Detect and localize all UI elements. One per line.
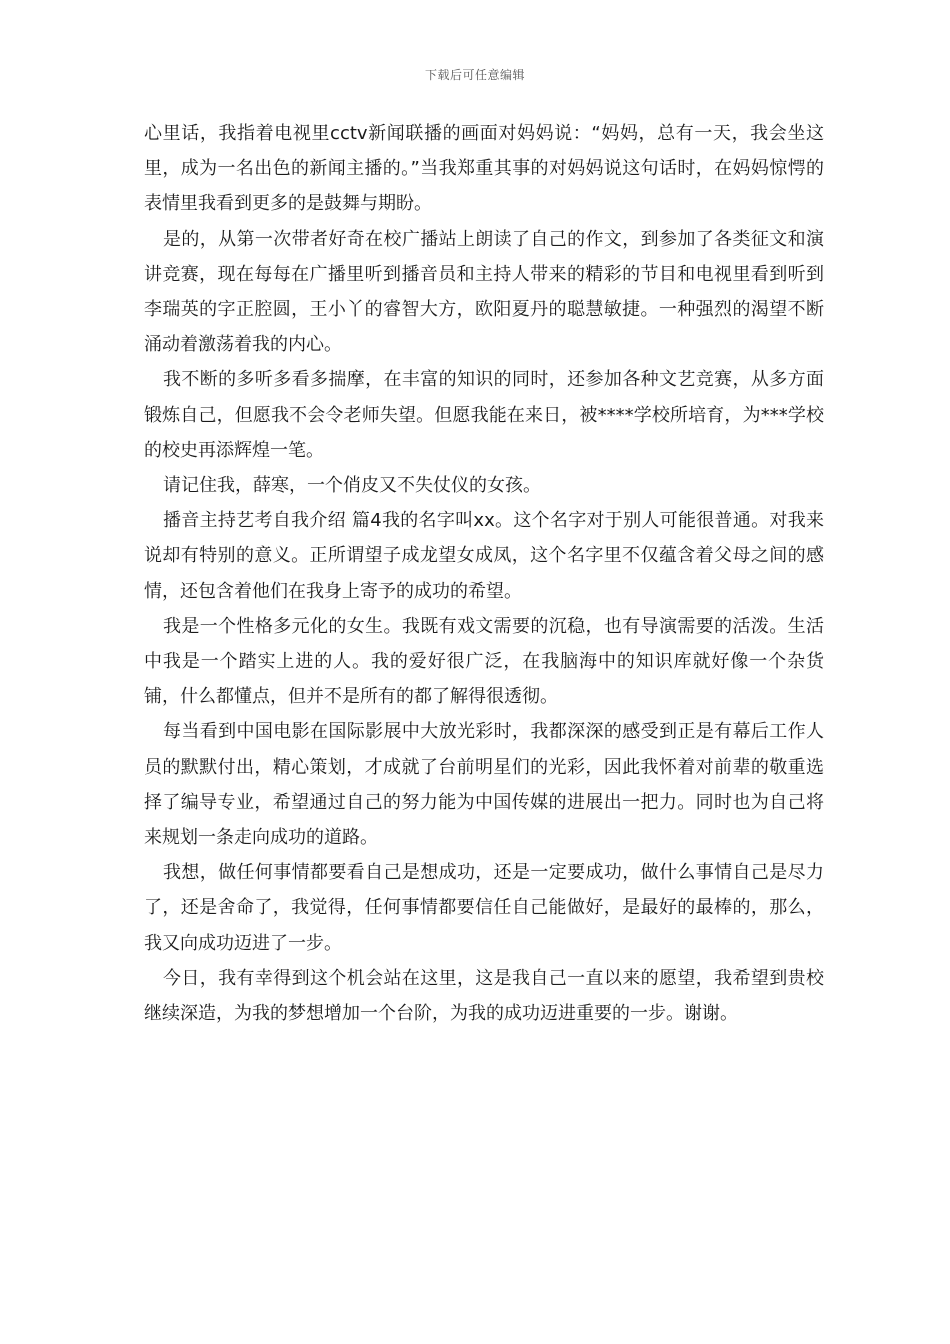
paragraph: 是的，从第一次带者好奇在校广播站上朗读了自己的作文，到参加了各类征文和演讲竞赛，现在每每在广播里听到播音员和主持人带来的精彩的节目和电视里看到听到李瑞英的字正腔圆，王小丫的睿智大方，欧阳夏丹的聪慧敏捷。一种强烈的渴望不断涌动着激荡着我的内心。 bbox=[144, 228, 824, 356]
document-body bbox=[144, 116, 824, 1031]
paragraph: 每当看到中国电影在国际影展中大放光彩时，我都深深的感受到正是有幕后工作人员的默默付出，精心策划，才成就了台前明星们的光彩，因此我怀着对前辈的敬重选择了编导专业，希望通过自己的努力能为中国传媒的进展出一把力。同时也为自己将来规划一条走向成功的道路。 bbox=[144, 721, 824, 849]
paragraph: 我不断的多听多看多揣摩，在丰富的知识的同时，还参加各种文艺竞赛，从多方面锻炼自己，但愿我不会令老师失望。但愿我能在来日，被****学校所培育，为***学校的校史再添辉煌一笔。 bbox=[144, 369, 824, 461]
page-header: 下载后可任意编辑 bbox=[424, 68, 525, 82]
paragraph: 播音主持艺考自我介绍 篇4我的名字叫xx。这个名字对于别人可能很普通。对我来说却有特别的意义。正所谓望子成龙望女成凤，这个名字里不仅蕴含着父母之间的感情，还包含着他们在我身上寄予的成功的希望。 bbox=[144, 510, 824, 602]
paragraph: 今日，我有幸得到这个机会站在这里，这是我自己一直以来的愿望，我希望到贵校继续深造，为我的梦想增加一个台阶，为我的成功迈进重要的一步。谢谢。 bbox=[144, 967, 824, 1025]
paragraph: 心里话，我指着电视里cctv新闻联播的画面对妈妈说：“妈妈，总有一天，我会坐这里，成为一名出色的新闻主播的。”当我郑重其事的对妈妈说这句话时，在妈妈惊愕的表情里我看到更多的是鼓舞与期盼。 bbox=[144, 123, 824, 215]
paragraph: 我想，做任何事情都要看自己是想成功，还是一定要成功，做什么事情自己是尽力了，还是舍命了，我觉得，任何事情都要信任自己能做好，是最好的最棒的，那么，我又向成功迈进了一步。 bbox=[144, 862, 824, 954]
paragraph: 请记住我，薛寒，一个俏皮又不失仗仪的女孩。 bbox=[163, 475, 541, 497]
paragraph: 我是一个性格多元化的女生。我既有戏文需要的沉稳，也有导演需要的活泼。生活中我是一个踏实上进的人。我的爱好很广泛，在我脑海中的知识库就好像一个杂货铺，什么都懂点，但并不是所有的都了解得很透彻。 bbox=[144, 615, 824, 708]
